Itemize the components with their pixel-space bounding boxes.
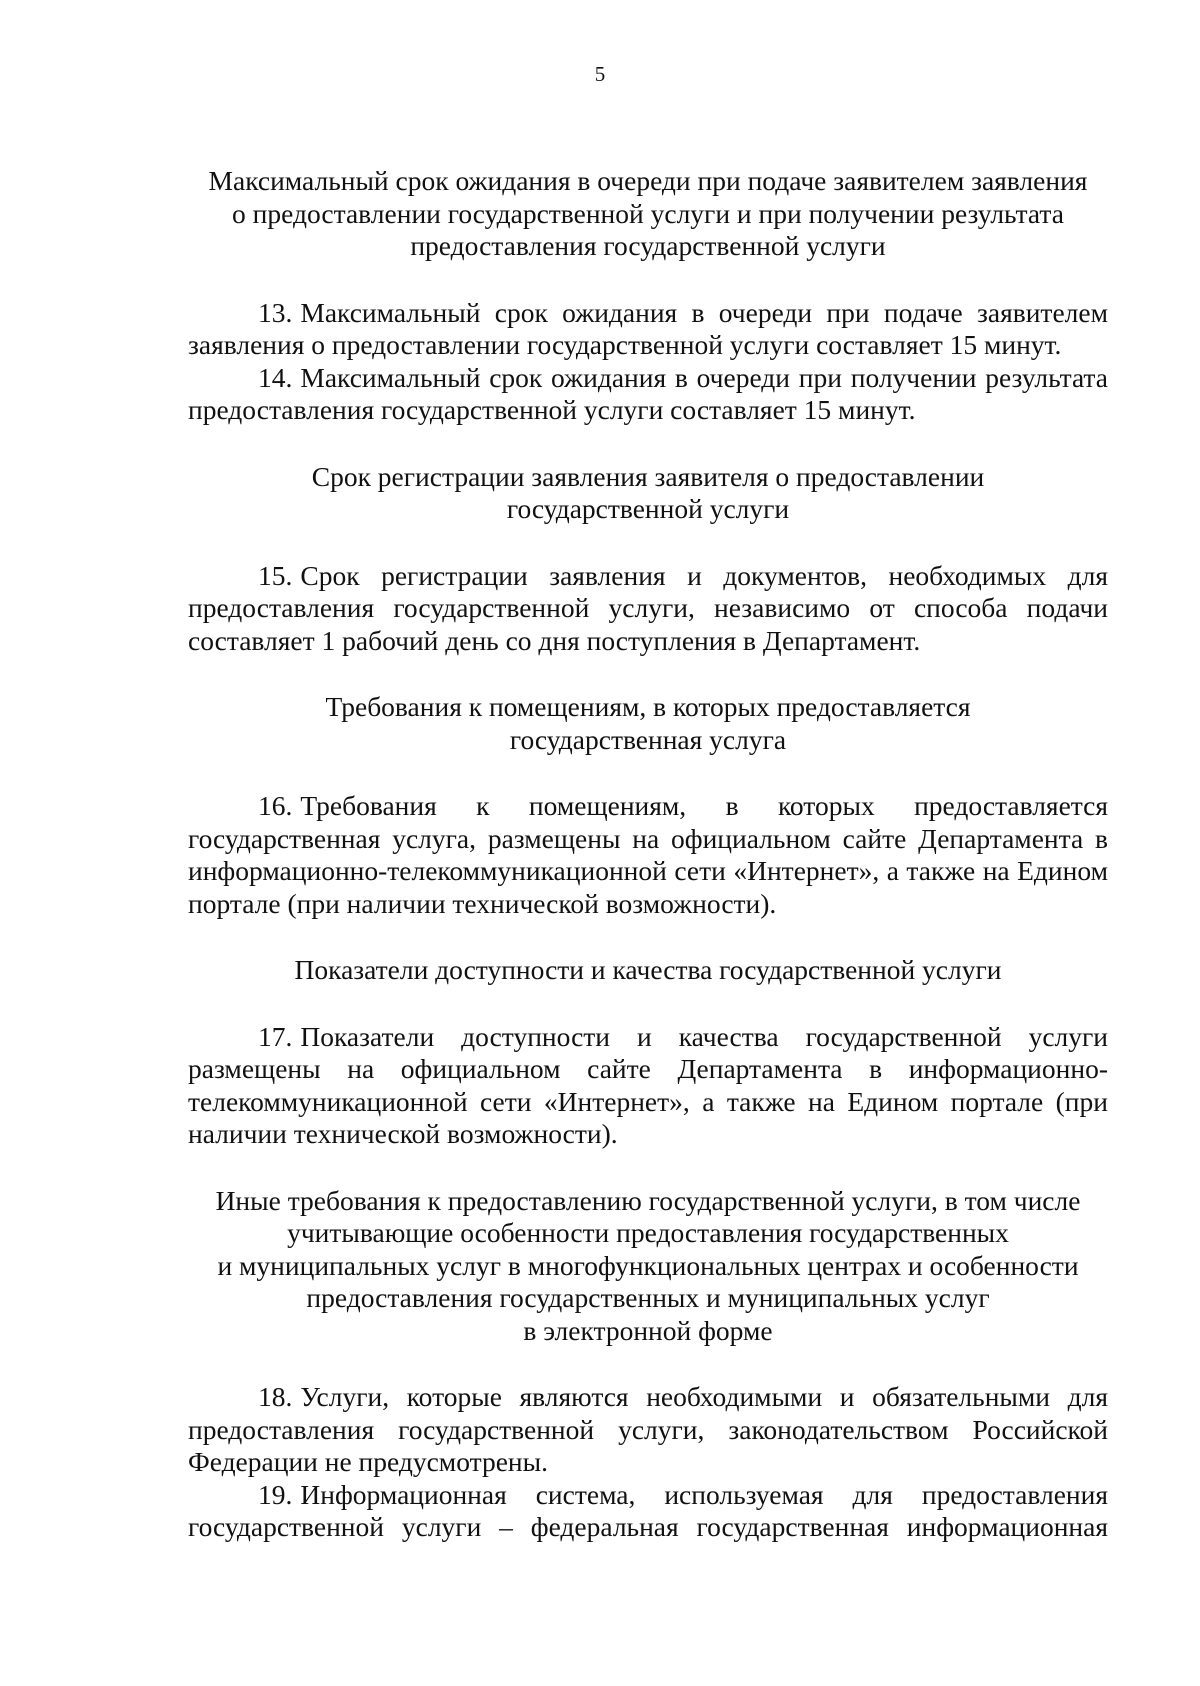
paragraph-number: 14. [258, 361, 293, 393]
paragraph-text: Максимальный срок ожидания в очереди при получении результата предоставления государственной услуги составляет 15 минут. [188, 361, 1108, 425]
paragraph-text: Требования к помещениям, в которых предоставляется государственная услуга, размещены на официальном сайте Департамента в информационно-телекоммуникационной сети «Интернет», а также на Едином портале (при наличии технической возможности). [188, 790, 1108, 919]
paragraph-number: 15. [258, 559, 293, 591]
heading-line: Максимальный срок ожидания в очереди при подаче заявителем заявления [208, 165, 1088, 196]
paragraph-number: 17. [258, 1020, 293, 1052]
heading-line: учитывающие особенности предоставления государственных [287, 1217, 1009, 1248]
paragraph-18 [188, 1381, 1108, 1479]
paragraph-text: Максимальный срок ожидания в очереди при подаче заявителем заявления о предоставлении государственной услуги составляет 15 минут. [188, 296, 1108, 360]
paragraph-17 [188, 1021, 1108, 1151]
heading-line: предоставления государственной услуги [410, 230, 886, 261]
heading-line: Иные требования к предоставлению государственной услуги, в том числе [215, 1184, 1081, 1216]
paragraph-text: Услуги, которые являются необходимыми и обязательными для предоставления государственной услуги, законодательством Российской Федерации не предусмотрены. [188, 1381, 1108, 1477]
paragraph-number: 19. [258, 1478, 293, 1510]
paragraph-15 [188, 560, 1108, 658]
heading-line: Срок регистрации заявления заявителя о предоставлении [311, 460, 985, 492]
section-heading-quality-indicators [188, 954, 1108, 987]
paragraph-number: 13. [258, 296, 293, 328]
heading-line: Требования к помещениям, в которых предоставляется [325, 691, 971, 722]
paragraph-16 [188, 790, 1108, 920]
section-heading-premises [188, 691, 1108, 756]
section-heading-other-requirements [188, 1185, 1108, 1348]
document-body [188, 165, 1108, 1544]
section-heading-registration-time [188, 461, 1108, 526]
paragraph-number: 18. [258, 1381, 293, 1412]
heading-line: государственной услуги [506, 493, 790, 524]
paragraph-text: Информационная система, используемая для предоставления государственной услуги – федеральная государственная информационная [188, 1478, 1108, 1542]
heading-line: Показатели доступности и качества государственной услуги [294, 954, 1002, 985]
page-number: 5 [594, 62, 606, 86]
heading-line: о предоставлении государственной услуги и при получении результата [232, 197, 1064, 229]
paragraph-text: Срок регистрации заявления и документов, необходимых для предоставления государственной услуги, независимо от способа подачи составляет 1 рабочий день со дня поступления в Департамент. [188, 559, 1108, 656]
heading-line: и муниципальных услуг в многофункциональных центрах и особенности [217, 1249, 1079, 1281]
heading-line: государственная услуга [509, 723, 787, 755]
heading-line: в электронной форме [523, 1314, 773, 1346]
paragraph-14 [188, 362, 1108, 427]
paragraph-19 [188, 1479, 1108, 1544]
section-heading-queue-time [188, 165, 1108, 263]
paragraph-13 [188, 297, 1108, 362]
heading-line: предоставления государственных и муниципальных услуг [306, 1282, 990, 1313]
paragraph-text: Показатели доступности и качества государственной услуги размещены на официальном сайте Департамента в информационно-телекоммуникационной сети «Интернет», а также на Едином портале (при наличии технической возможности). [188, 1020, 1108, 1149]
paragraph-number: 16. [258, 790, 293, 821]
